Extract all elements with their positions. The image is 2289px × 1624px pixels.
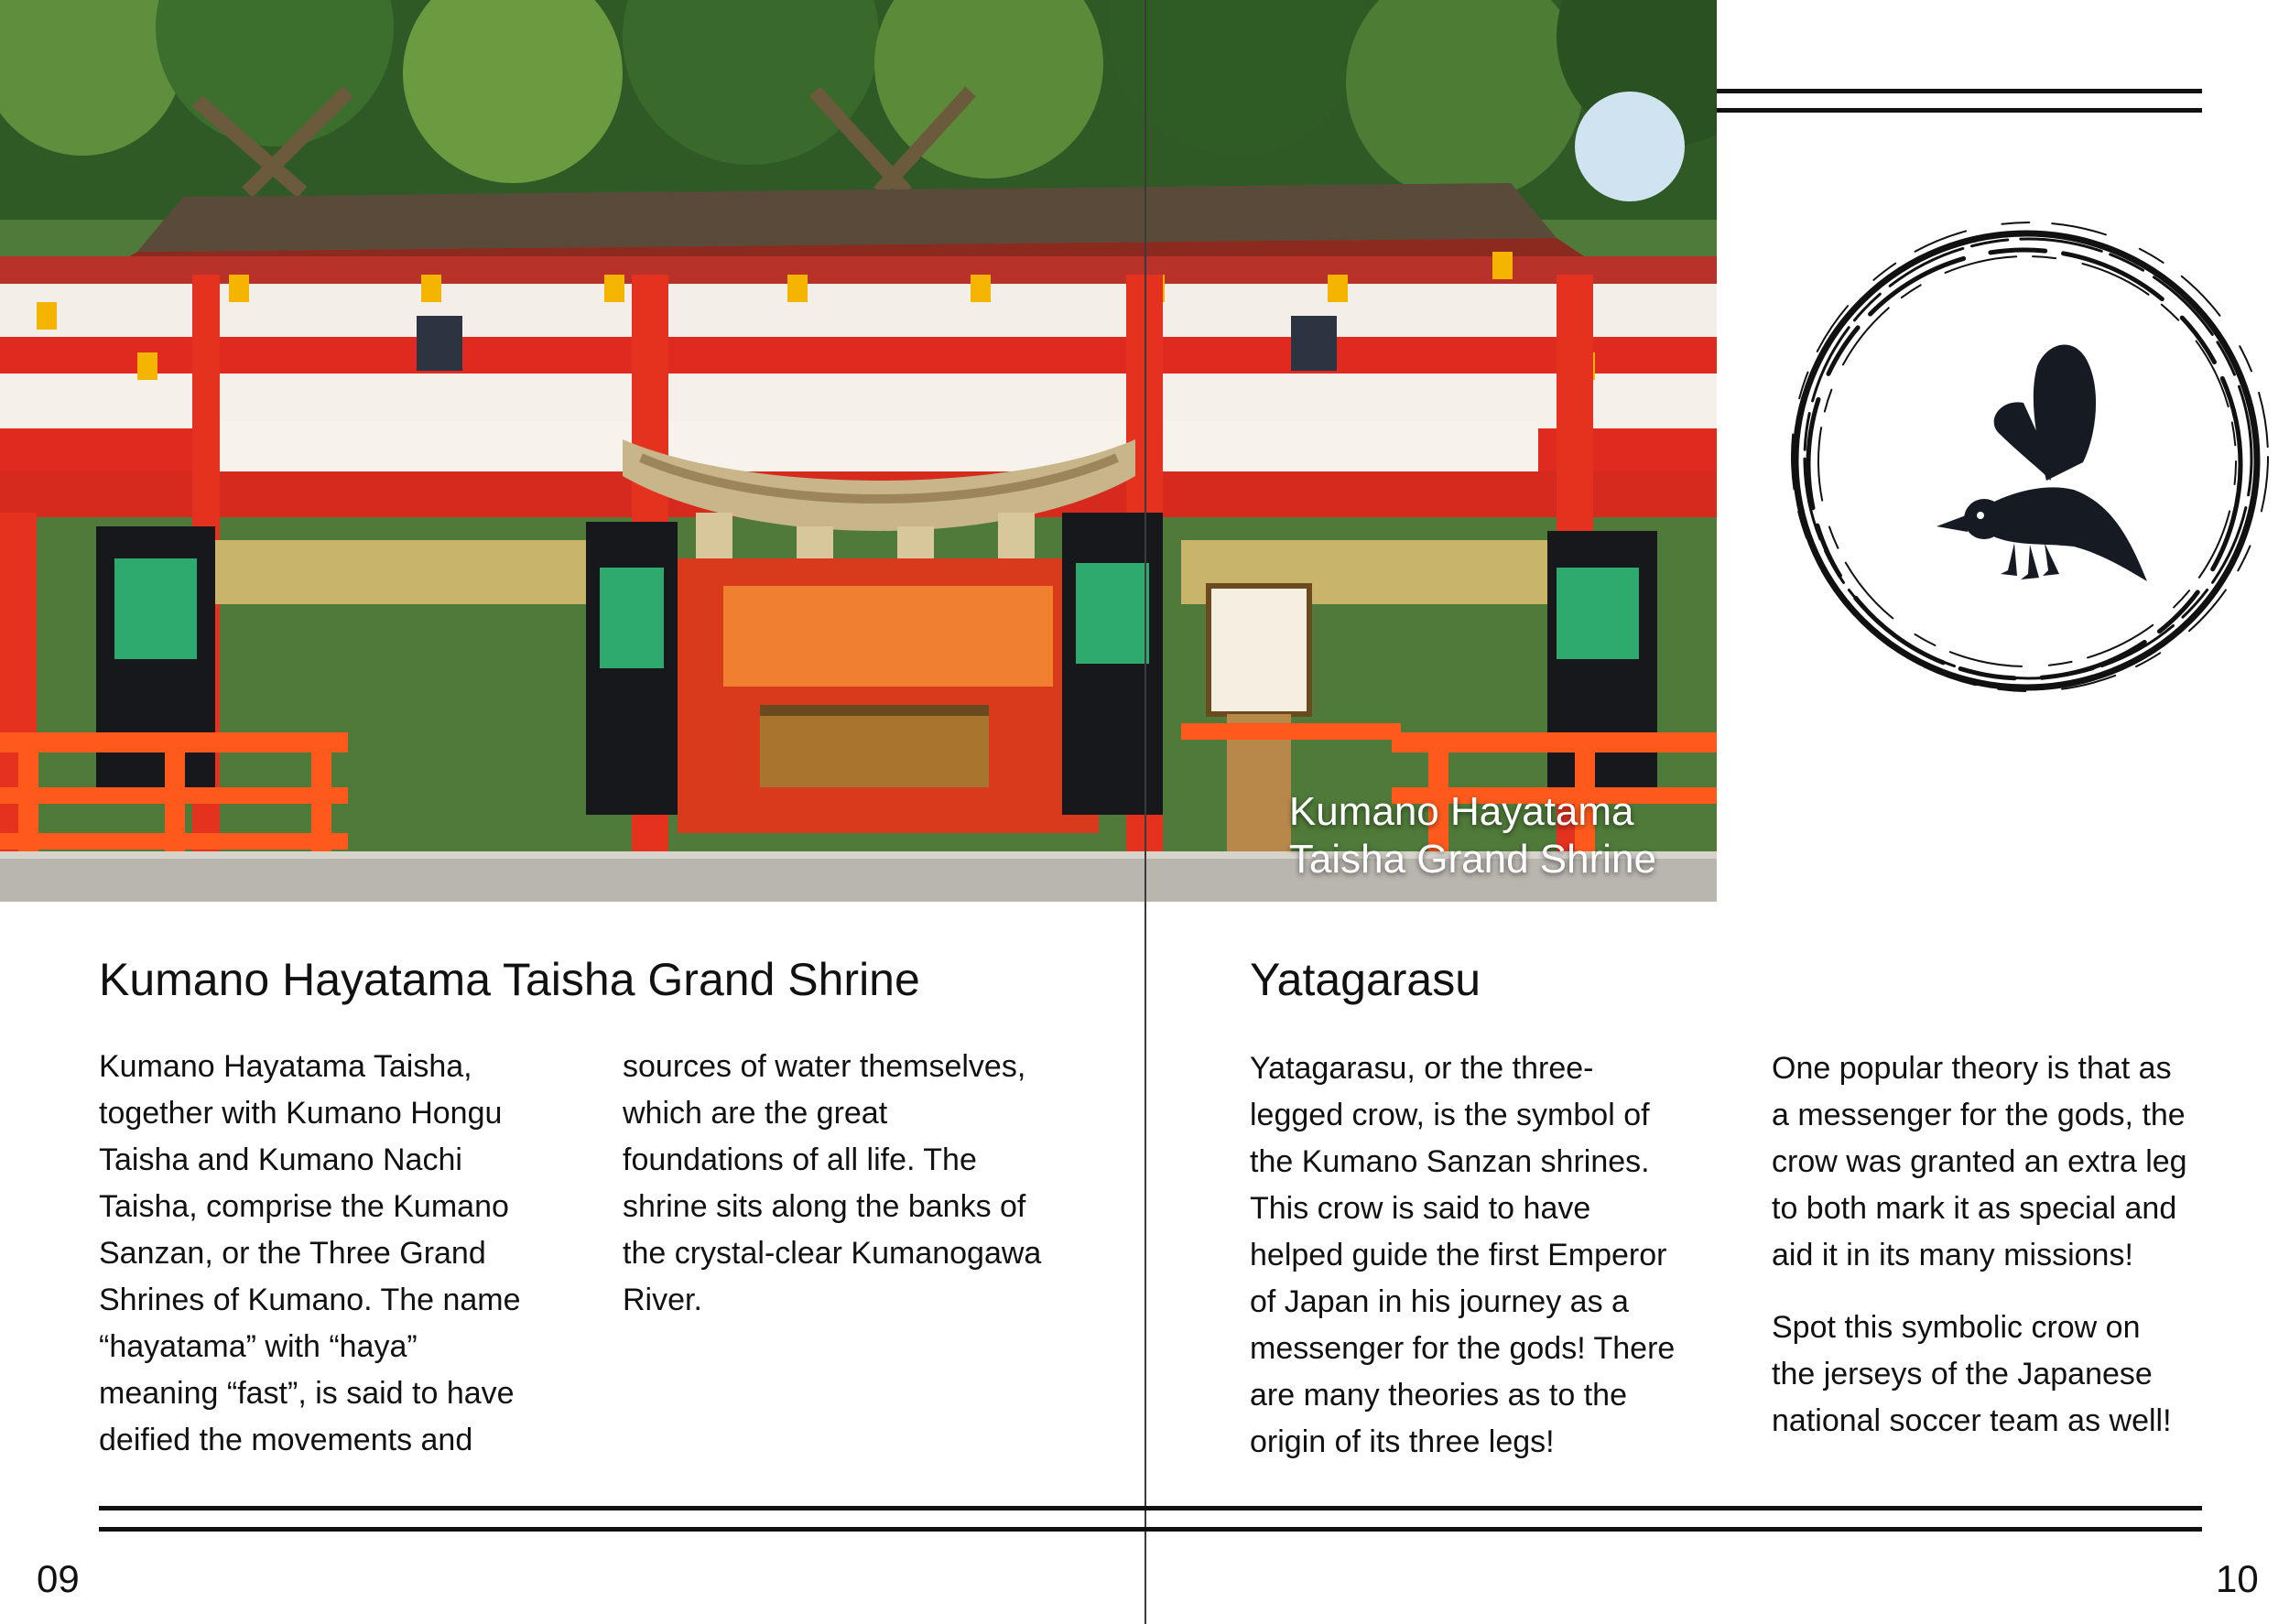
page-number-left: 09 (37, 1557, 80, 1600)
text-line: a messenger for the gods, the (1772, 1098, 2186, 1132)
text-line: “hayatama” with “haya” (99, 1329, 418, 1364)
text-line: of Japan in his journey as a (1250, 1284, 1629, 1319)
bottom-rule-lower (99, 1527, 2202, 1532)
right-column-1 (1250, 1045, 1680, 1466)
text-line: aid it in its many missions! (1772, 1238, 2133, 1272)
text-line: are many theories as to the (1250, 1378, 1628, 1413)
left-column-1 (99, 1044, 529, 1464)
photo-caption-line1: Kumano Hayatama (1288, 789, 1634, 834)
top-rule-upper (1717, 89, 2202, 93)
text-line: national soccer team as well! (1772, 1403, 2172, 1438)
text-line: Sanzan, or the Three Grand (99, 1236, 486, 1271)
text-line: the Kumano Sanzan shrines. (1250, 1144, 1650, 1179)
paragraph (1772, 1305, 2202, 1445)
text-line: Shrines of Kumano. The name (99, 1283, 521, 1317)
shrine-photo (0, 0, 1717, 902)
text-line: Taisha, comprise the Kumano (99, 1189, 509, 1224)
text-line: which are the great (623, 1096, 888, 1131)
text-line: sources of water themselves, (623, 1049, 1026, 1084)
text-line: shrine sits along the banks of (623, 1189, 1026, 1224)
left-heading: Kumano Hayatama Taisha Grand Shrine (99, 954, 920, 1005)
photo-caption (1289, 788, 1656, 883)
left-column-2 (623, 1044, 1053, 1324)
top-rule-lower (1717, 108, 2202, 113)
text-line: Yatagarasu, or the three- (1250, 1051, 1594, 1086)
paragraph (1772, 1045, 2202, 1279)
text-line: Spot this symbolic crow on (1772, 1310, 2141, 1345)
text-line: River. (623, 1283, 702, 1317)
text-line: messenger for the gods! There (1250, 1331, 1676, 1366)
text-line: foundations of all life. The (623, 1142, 977, 1177)
text-line: legged crow, is the symbol of (1250, 1098, 1650, 1132)
photo-caption-line2: Taisha Grand Shrine (1288, 837, 1656, 882)
page-number-right: 10 (2216, 1557, 2259, 1600)
right-column-2 (1772, 1045, 2202, 1470)
text-line: helped guide the first Emperor (1250, 1238, 1667, 1272)
text-line: origin of its three legs! (1250, 1424, 1555, 1459)
right-heading: Yatagarasu (1250, 954, 1481, 1005)
text-line: the crystal-clear Kumanogawa (623, 1236, 1042, 1271)
text-line: meaning “fast”, is said to have (99, 1376, 515, 1411)
text-line: Kumano Hayatama Taisha, (99, 1049, 472, 1084)
bottom-rule-upper (99, 1506, 2202, 1510)
crow-emblem (1772, 206, 2280, 714)
text-line: Taisha and Kumano Nachi (99, 1142, 462, 1177)
crow-icon (1772, 206, 2280, 714)
text-line: One popular theory is that as (1772, 1051, 2172, 1086)
shrine-illustration (0, 0, 1717, 902)
text-line: deified the movements and (99, 1423, 473, 1457)
text-line: This crow is said to have (1250, 1191, 1591, 1226)
text-line: to both mark it as special and (1772, 1191, 2177, 1226)
text-line: crow was granted an extra leg (1772, 1144, 2187, 1179)
text-line: together with Kumano Hongu (99, 1096, 503, 1131)
text-line: the jerseys of the Japanese (1772, 1357, 2153, 1391)
center-fold (1144, 0, 1146, 1624)
